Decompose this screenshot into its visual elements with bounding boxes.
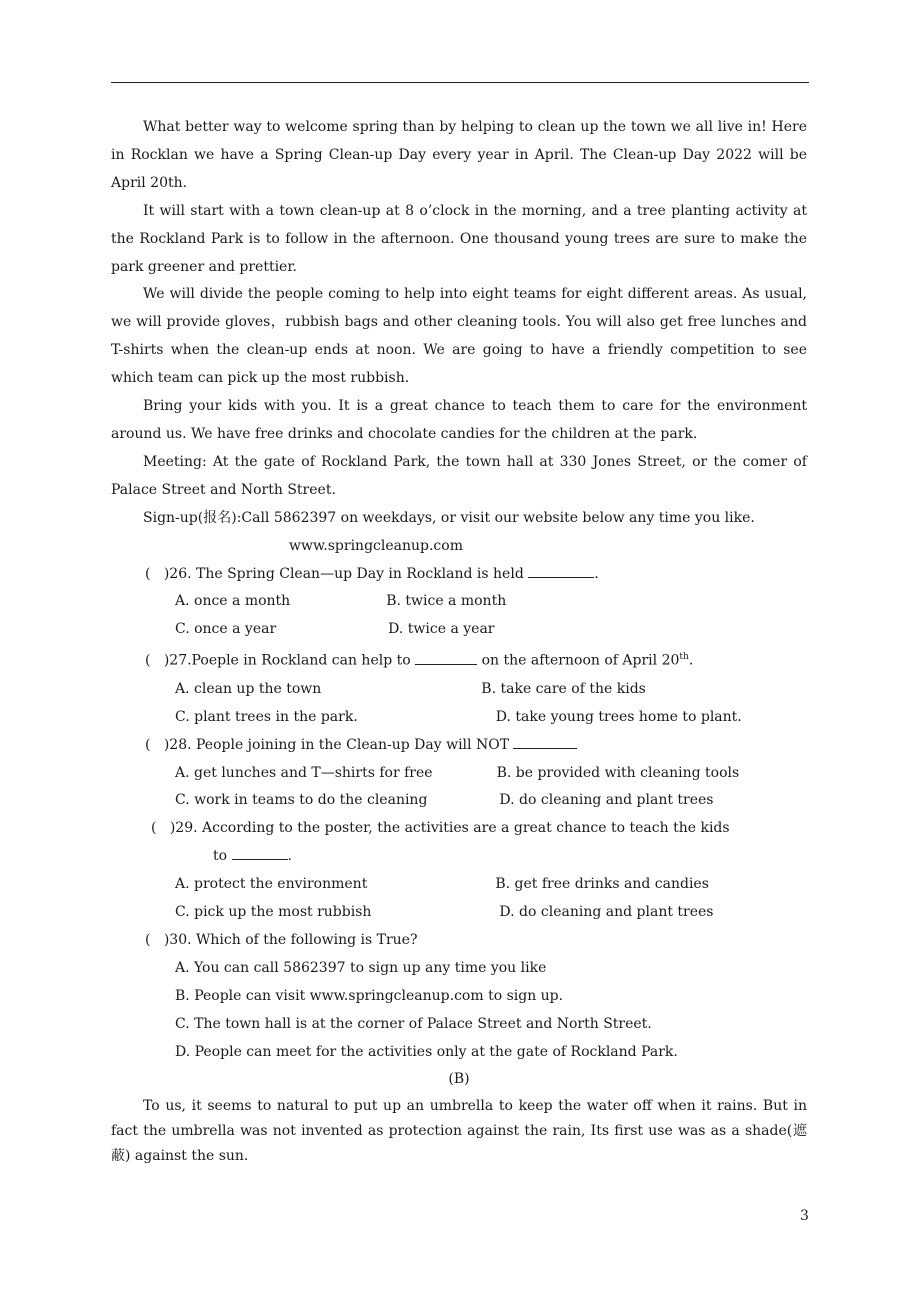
option-a: A. clean up the town xyxy=(175,680,322,697)
option-c: C. pick up the most rubbish xyxy=(175,904,372,921)
question-30-option-b: B. People can visit www.springcleanup.com to sign up. xyxy=(175,987,564,1004)
question-29-continuation xyxy=(111,843,807,871)
page-content xyxy=(111,114,807,1169)
section-b-label: (B) xyxy=(448,1071,470,1088)
question-stem: 28. People joining in the Clean-up Day will NOT xyxy=(169,736,510,753)
option-d: D. take young trees home to plant. xyxy=(495,708,742,725)
question-stem-continued: to xyxy=(213,848,228,865)
option-d: D. do cleaning and plant trees xyxy=(499,792,714,809)
option-b: B. twice a month xyxy=(386,593,507,610)
passage-paragraph-4: Bring your kids with you. It is a great chance to teach them to care for the environment around us. We have free drinks and chocolate candies for the children at the park. xyxy=(111,398,807,442)
option-c: C. plant trees in the park. xyxy=(175,708,358,725)
question-26-options-row-1 xyxy=(111,588,807,616)
passage-paragraph-5: Meeting: At the gate of Rockland Park, the town hall at 330 Jones Street, or the comer of Palace Street and North Street. xyxy=(111,453,807,498)
question-stem: 27.Poeple in Rockland can help to xyxy=(169,652,411,669)
question-27 xyxy=(111,644,807,676)
question-28-options-row-2 xyxy=(111,787,807,815)
option-b: B. be provided with cleaning tools xyxy=(496,764,740,781)
page-number: 3 xyxy=(800,1208,809,1224)
question-stem: 30. Which of the following is True? xyxy=(169,931,418,948)
answer-blank xyxy=(415,650,477,665)
option-a: A. once a month xyxy=(175,593,291,610)
option-d: D. twice a year xyxy=(388,621,495,638)
answer-blank xyxy=(528,563,594,578)
option-b: B. take care of the kids xyxy=(481,680,646,697)
question-26-options-row-2 xyxy=(111,616,807,644)
option-c: C. once a year xyxy=(175,621,277,638)
question-29-options-row-1 xyxy=(111,871,807,899)
passage-paragraph-3: We will divide the people coming to help into eight teams for eight different areas. As usual, we will provide gloves，rubbish bags and other cleaning tools. You will also get free lunches and T-shirts when the clean-up ends at noon. We are going to have a friendly competition to see which team can pick up the most rubbish. xyxy=(111,286,807,387)
question-26 xyxy=(111,561,807,589)
question-27-options-row-1 xyxy=(111,676,807,704)
question-27-options-row-2 xyxy=(111,704,807,732)
question-30-option-a: A. You can call 5862397 to sign up any time you like xyxy=(175,959,547,976)
option-a: A. protect the environment xyxy=(175,876,368,893)
question-28 xyxy=(111,732,807,760)
question-end-period: . xyxy=(688,652,694,669)
section-b-paragraph-1: To us, it seems to natural to put up an umbrella to keep the water off when it rains. But in fact the umbrella was not invented as protection against the rain, Its first use was as a shade(遮蔽) against the sun. xyxy=(111,1098,807,1164)
option-b: B. get free drinks and candies xyxy=(495,876,709,893)
website-url: www.springcleanup.com xyxy=(289,537,463,554)
question-30 xyxy=(111,927,807,955)
superscript: th xyxy=(679,652,689,663)
answer-paren[interactable]: ( ) xyxy=(151,820,176,837)
question-end: . xyxy=(594,565,599,582)
answer-blank xyxy=(232,845,288,860)
question-end: on the afternoon of April 20 xyxy=(481,652,680,669)
question-end: . xyxy=(287,848,292,865)
answer-paren[interactable]: ( ) xyxy=(145,931,170,948)
option-d: D. do cleaning and plant trees xyxy=(499,904,714,921)
header-rule xyxy=(111,82,809,83)
answer-paren[interactable]: ( ) xyxy=(145,652,170,669)
option-a: A. get lunches and T—shirts for free xyxy=(175,764,433,781)
passage-paragraph-1: What better way to welcome spring than by helping to clean up the town we all live in! Here in Rocklan we have a Spring Clean-up Day every year in April. The Clean-up Day 2022 will be April 20th. xyxy=(111,119,807,191)
answer-paren[interactable]: ( ) xyxy=(145,565,170,582)
question-stem: 29. According to the poster, the activities are a great chance to teach the kids xyxy=(175,820,730,837)
question-stem: 26. The Spring Clean—up Day in Rockland is held xyxy=(169,565,524,582)
question-28-options-row-1 xyxy=(111,760,807,788)
answer-paren[interactable]: ( ) xyxy=(145,736,170,753)
passage-paragraph-6: Sign-up(报名):Call 5862397 on weekdays, or visit our website below any time you like. xyxy=(143,509,755,526)
question-30-option-d: D. People can meet for the activities only at the gate of Rockland Park. xyxy=(175,1043,678,1060)
answer-blank xyxy=(513,734,577,749)
question-29-options-row-2 xyxy=(111,899,807,927)
question-30-option-c: C. The town hall is at the corner of Palace Street and North Street. xyxy=(175,1015,652,1032)
option-c: C. work in teams to do the cleaning xyxy=(175,792,428,809)
question-29 xyxy=(111,815,807,843)
passage-paragraph-2: It will start with a town clean-up at 8 o’clock in the morning, and a tree planting activity at the Rockland Park is to follow in the afternoon. One thousand young trees are sure to make the park greener and prettier. xyxy=(111,202,807,275)
